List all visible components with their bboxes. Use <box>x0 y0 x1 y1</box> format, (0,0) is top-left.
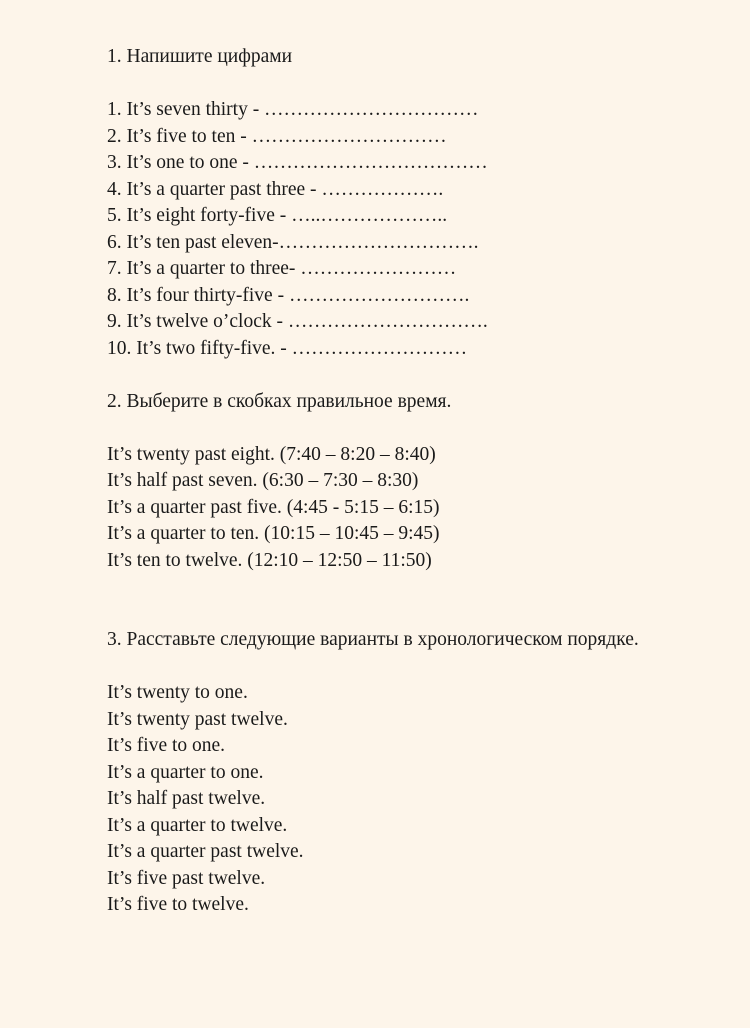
exercise-2-item: It’s half past seven. (6:30 – 7:30 – 8:30) <box>107 470 419 491</box>
exercise-1-item: 3. It’s one to one - ……………………………… <box>107 152 488 173</box>
spacer <box>107 654 707 681</box>
exercise-2-item: It’s ten to twelve. (12:10 – 12:50 – 11:50) <box>107 549 432 571</box>
exercise-1-item: 8. It’s four thirty-five - ………………………. <box>107 284 470 306</box>
worksheet-document <box>107 44 707 919</box>
section-1-heading: 1. Напишите цифрами <box>107 46 293 67</box>
exercise-1-item: 1. It’s seven thirty - …………………………… <box>107 99 479 120</box>
section-1-write-in-digits <box>107 44 707 362</box>
section-2-choose-time <box>107 389 707 575</box>
exercise-2-item: It’s a quarter past five. (4:45 - 5:15 – 6:15) <box>107 496 440 518</box>
section-3-chronological-order <box>107 627 707 919</box>
exercise-3-item: It’s a quarter past twelve. <box>107 841 304 862</box>
exercise-3-item: It’s five to one. <box>107 735 226 756</box>
exercise-1-item: 2. It’s five to ten - ………………………… <box>107 125 447 147</box>
exercise-3-item: It’s twenty to one. <box>107 682 248 703</box>
spacer <box>107 415 707 442</box>
section-1-list <box>107 97 707 362</box>
exercise-1-item: 5. It’s eight forty-five - …..……………….. <box>107 205 448 226</box>
exercise-1-item: 6. It’s ten past eleven-…………………………. <box>107 231 479 253</box>
spacer <box>107 574 707 627</box>
exercise-1-item: 7. It’s a quarter to three- …………………… <box>107 258 457 279</box>
exercise-3-item: It’s five to twelve. <box>107 894 249 915</box>
spacer <box>107 71 707 98</box>
exercise-3-item: It’s half past twelve. <box>107 788 266 809</box>
exercise-1-item: 10. It’s two fifty-five. - ……………………… <box>107 337 468 359</box>
section-2-list <box>107 442 707 575</box>
exercise-2-item: It’s twenty past eight. (7:40 – 8:20 – 8:40) <box>107 443 436 465</box>
exercise-1-item: 4. It’s a quarter past three - ………………. <box>107 178 444 200</box>
section-3-list <box>107 680 707 919</box>
exercise-3-item: It’s a quarter to one. <box>107 761 264 783</box>
exercise-3-item: It’s five past twelve. <box>107 867 266 889</box>
section-3-heading: 3. Расставьте следующие варианты в хронологическом порядке. <box>107 629 639 650</box>
exercise-3-item: It’s a quarter to twelve. <box>107 814 288 836</box>
exercise-1-item: 9. It’s twelve o’clock - …………………………. <box>107 311 488 332</box>
section-2-heading: 2. Выберите в скобках правильное время. <box>107 390 452 412</box>
exercise-3-item: It’s twenty past twelve. <box>107 708 288 730</box>
exercise-2-item: It’s a quarter to ten. (10:15 – 10:45 – 9:45) <box>107 523 440 544</box>
spacer <box>107 362 707 389</box>
